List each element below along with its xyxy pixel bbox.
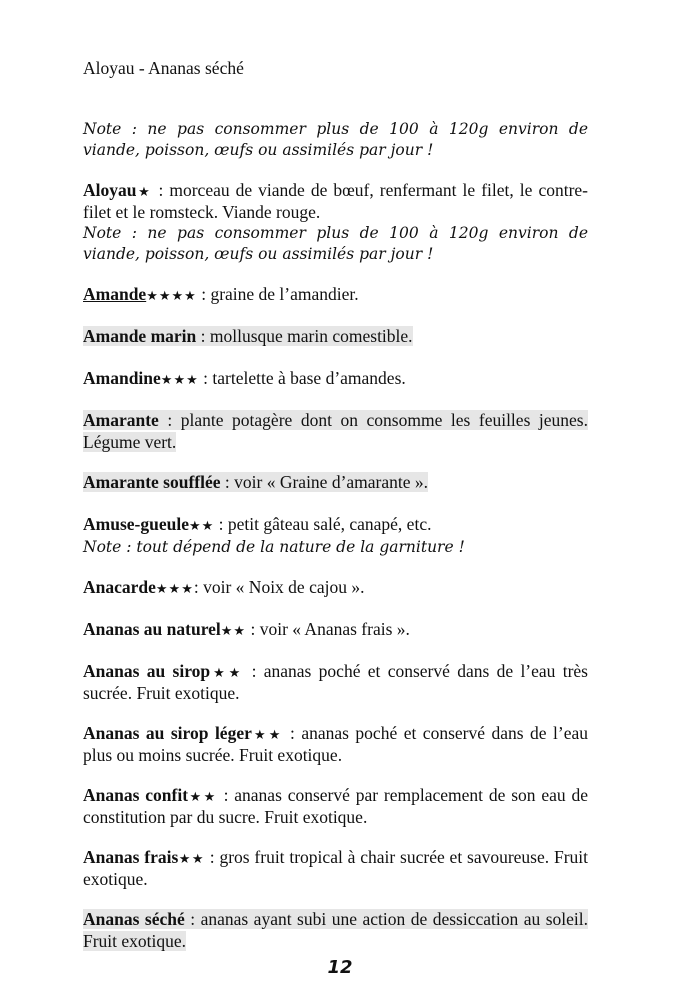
entry-term: Ananas séché — [83, 909, 185, 929]
entry-definition — [83, 472, 428, 492]
entry-definition — [83, 368, 406, 388]
dictionary-entry — [83, 909, 588, 951]
entry-definition — [83, 723, 588, 765]
entry-definition — [83, 326, 413, 346]
entry-term: Ananas frais — [83, 847, 179, 867]
running-header: Aloyau - Ananas séché — [83, 58, 244, 78]
dictionary-entry — [83, 847, 588, 889]
rating-stars: ★★ — [210, 665, 245, 680]
entry-term: Amarante — [83, 410, 159, 430]
entry-term: Ananas confit — [83, 785, 189, 805]
entry-term: Aloyau — [83, 180, 137, 200]
entry-text: : ananas ayant subi une action de dessiccation au soleil. Fruit exotique. — [83, 909, 588, 951]
entry-text: : plante potagère dont on consomme les feuilles jeunes. Légume vert. — [83, 410, 588, 452]
rating-stars: ★★ — [178, 851, 205, 866]
entry-definition — [83, 661, 588, 703]
dictionary-entry — [83, 326, 588, 348]
entry-term: Amarante soufflée — [83, 472, 221, 492]
entry-definition — [83, 847, 588, 889]
rating-stars: ★ — [136, 184, 153, 199]
entry-definition — [83, 577, 364, 597]
rating-stars: ★★★ — [160, 372, 199, 387]
entry-definition — [83, 909, 588, 951]
dictionary-entry — [83, 368, 588, 390]
entry-term: Amandine — [83, 368, 161, 388]
rating-stars: ★★ — [251, 727, 284, 742]
rating-stars: ★★ — [220, 623, 247, 638]
entry-definition — [83, 410, 588, 452]
entry-text: : tartelette à base d’amandes. — [198, 368, 406, 388]
intro-note: Note : ne pas consommer plus de 100 à 120g environ de viande, poisson, œufs ou assimilés par jour ! — [83, 120, 588, 159]
entry-term: Ananas au naturel — [83, 619, 221, 639]
page-number: 12 — [327, 957, 353, 978]
entry-text: : ananas poché et conservé dans de l’eau très sucrée. Fruit exotique. — [83, 661, 588, 703]
dictionary-entry — [83, 284, 588, 306]
entry-text: : ananas conservé par remplacement de son eau de constitution par du sucre. Fruit exotique. — [83, 785, 589, 827]
entry-term: Anacarde — [83, 577, 156, 597]
entry-term: Ananas au sirop léger — [83, 723, 252, 743]
dictionary-entry — [83, 180, 588, 264]
entry-definition — [83, 785, 588, 827]
dictionary-entry — [83, 472, 588, 494]
rating-stars: ★★★★ — [146, 288, 197, 303]
entry-term: Amande — [83, 284, 147, 304]
entry-text: : voir « Ananas frais ». — [246, 619, 410, 639]
rating-stars: ★★★ — [155, 581, 194, 596]
dictionary-entry — [83, 410, 588, 452]
entry-term: Ananas au sirop — [83, 661, 211, 681]
dictionary-entry — [83, 785, 588, 827]
entry-text: : voir « Noix de cajou ». — [193, 577, 365, 597]
entry-list — [83, 180, 588, 951]
entry-note: Note : tout dépend de la nature de la garniture ! — [83, 538, 465, 556]
rating-stars: ★★ — [188, 789, 218, 804]
entry-text: : ananas poché et conservé dans de l’eau plus ou moins sucrée. Fruit exotique. — [83, 723, 589, 765]
entry-note: Note : ne pas consommer plus de 100 à 120g environ de viande, poisson, œufs ou assimilés par jour ! — [83, 224, 588, 263]
dictionary-entry — [83, 514, 588, 557]
entry-text: : petit gâteau salé, canapé, etc. — [214, 514, 432, 534]
entry-definition — [83, 514, 431, 534]
entry-text: : voir « Graine d’amarante ». — [220, 472, 429, 492]
entry-text: : gros fruit tropical à chair sucrée et savoureuse. Fruit exotique. — [83, 847, 588, 889]
dictionary-entry — [83, 723, 588, 765]
entry-term: Amuse-gueule — [83, 514, 189, 534]
entry-definition — [83, 284, 359, 304]
dictionary-entry — [83, 661, 588, 703]
dictionary-entry — [83, 577, 588, 599]
entry-text: : mollusque marin comestible. — [196, 326, 413, 346]
rating-stars: ★★ — [188, 518, 215, 533]
entry-text: : morceau de viande de bœuf, renfermant le filet, le contre-filet et le romsteck. Viande rouge. — [83, 180, 588, 222]
dictionary-entry — [83, 619, 588, 641]
entry-definition — [83, 180, 588, 222]
entry-definition — [83, 619, 410, 639]
entry-text: : graine de l’amandier. — [196, 284, 359, 304]
page-content — [83, 58, 588, 971]
entry-term: Amande marin — [83, 326, 197, 346]
